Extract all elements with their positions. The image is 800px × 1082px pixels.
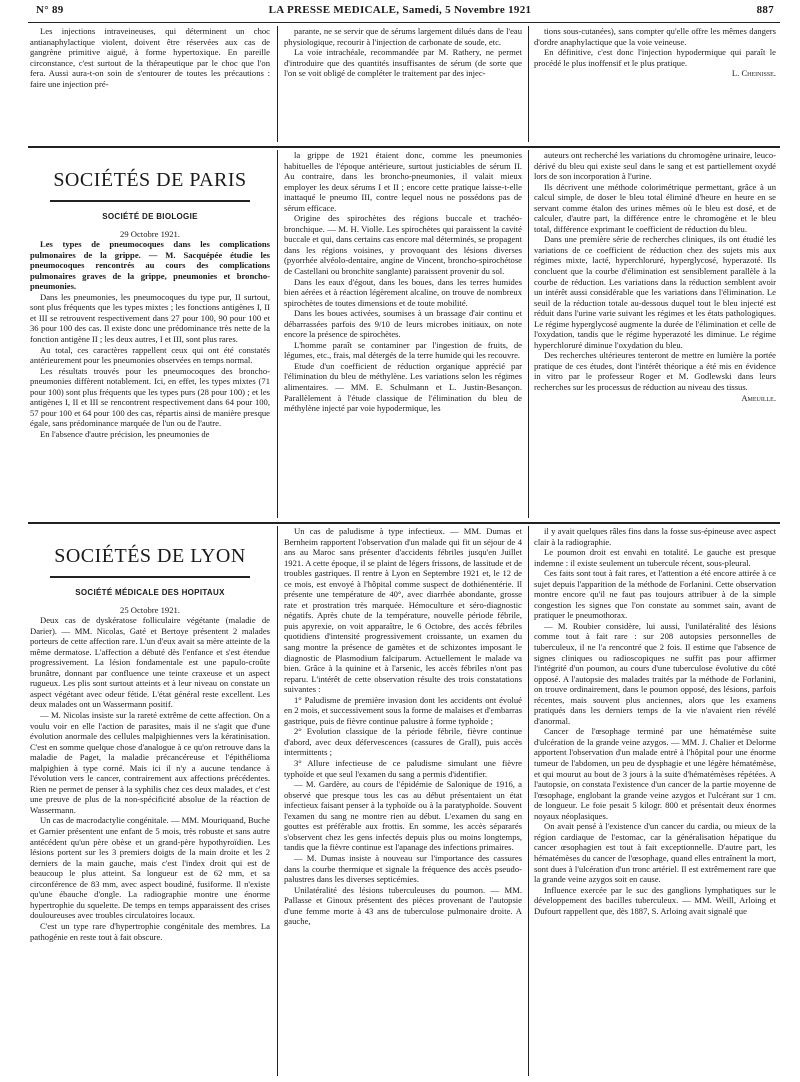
paragraph: Cancer de l'œsophage terminé par une hématémèse suite d'ulcération de la grande veine azygos. — MM. J. Chalier et Delorme apportent l'observation d'un malade entré à l'hôpital pour une énorme tumeur de l'abdomen, un peu de dysphagie et une légère hématémèse, et qui mourut au bout de 3 jours à la suite d'hématémèses répétées. A l'autopsie, on constata l'existence d'un cancer de la partie moyenne de l'œsophage, englobant la grande veine azygos et l'ulcérant sur 1 cm. de longueur. Le foie pesait 5 kilogr. 800 et présentait deux énormes noyaux néoplasiques. bbox=[534, 726, 776, 821]
paragraph: Origine des spirochètes des régions buccale et trachéo-bronchique. — M. H. Violle. Les spirochètes qui paraissent la cavité buccale et qui, dans certains cas encore mal déterminés, se propagent dans les régions voisines, y provoquant des lésions diverses (pyorrhée alvéolo-dentaire, angine de Vincent, broncho-spirochétose de Castellani ou bronchite sanglante) paraissent provenir du sol. bbox=[284, 213, 522, 277]
issue-number: N° 89 bbox=[36, 4, 64, 16]
paragraph: En définitive, c'est donc l'injection hypodermique qui paraît le procédé le plus inoffensif et le plus pratique. bbox=[534, 47, 776, 68]
paragraph: Les résultats trouvés pour les pneumocoques des broncho-pneumonies diffèrent notablement. Ici, en effet, les types mixtes (71 pour 100) sont plus fréquents que les types purs (28 pour 100) ; et les antigènes I, II et III se rencontrent respectivement dans 64 pour 100, 57 pour 100 et 64 pour 100 des cas, répartis ainsi de manière presque égale, sans prédominance marquée de l'un ou de l'autre. bbox=[30, 365, 270, 429]
paragraph: Au total, ces caractères rappellent ceux qui ont été constatés antérieurement pour les pneumonies observées en temps normal. bbox=[30, 344, 270, 366]
top-column-3 bbox=[534, 26, 776, 142]
page-header bbox=[0, 0, 800, 22]
header-rule bbox=[28, 22, 780, 23]
paragraph: Ces faits sont tout à fait rares, et l'attention a été encore attirée à ce sujet depuis l'apparition de la méthode de Forlanini. Cette observation montre encore qu'il ne faut pas toujours attribuer à de la simple congestion les signes que l'on constate au sommet sain, avant de pratiquer le pneumothorax. bbox=[534, 568, 776, 621]
author-signature: Ameuille. bbox=[741, 392, 776, 403]
paragraph: — M. Nicolas insiste sur la rareté extrême de cette affection. On a voulu voir en elle l'action de parasites, mais il ne s'agit que d'une évolution anormale des cellules malpighiennes vers la kératinisation. C'est en somme quelque chose d'analogue à ce qu'on retrouve dans la maladie de Paget, la maladie précancéreuse et l'épithélioma malpighien à type corné. Mais ici il n'y a aucune tendance à l'évolution vers le cancer, contrairement aux affections précédentes. Rien ne permet de penser à la syphilis chez ces deux malades, et c'est une preuve de plus de la non-spécificité absolue de la réaction de Wassermann. bbox=[30, 710, 270, 815]
lyon-column-3 bbox=[534, 526, 776, 1076]
section-heading-lyon: SOCIÉTÉS DE LYON bbox=[54, 545, 246, 567]
paragraph: Les injections intraveineuses, qui déterminent un choc antianaphylactique violent, doivent être réservées aux cas de gangrène primitive aiguë, à forme hypertoxique. En pareille circonstance, c'est surtout de la thérapeutique par le choc que l'on fera. Aussi aura-t-on soin de s'entourer de toutes les précautions : faire une injection pré- bbox=[30, 26, 270, 89]
paris-column-1 bbox=[30, 150, 270, 518]
page-number: 887 bbox=[756, 4, 774, 16]
paragraph: C'est un type rare d'hypertrophie congénitale des membres. La pathogénie en reste tout à fait obscure. bbox=[30, 920, 270, 942]
heading-rule bbox=[50, 200, 250, 202]
paragraph: Unilatéralité des lésions tuberculeuses du poumon. — MM. Pallasse et Ginoux présentent des pièces provenant de l'autopsie d'une femme morte à 43 ans de tuberculose pulmonaire droite. A gauche, bbox=[284, 884, 522, 927]
lyon-column-2 bbox=[284, 526, 522, 1076]
paragraph: Un cas de paludisme à type infectieux. — MM. Dumas et Bernheim rapportent l'observation d'un malade qui fit un séjour de 4 ans au Maroc sans présenter d'accidents fébriles jusqu'en Juillet 1921. A cette époque, il se plaint de légers frissons, de lassitude et de troubles gastriques. Il rentre à Lyon en Septembre 1921 et, le 12 de ce mois, est envoyé à l'hôpital comme suspect de dothiénentérie. Il présente une température de 40°, avec diarrhée abondante, grosse rate et prostration très marquée. Hémoculture et séro-diagnostic négatifs. Après chute de la température, nouvelle période fébrile, puis apyrexie, on voit apparaître, le 6 Octobre, des accès fébriles quotidiens d'intensité progressivement croissante, un examen du sang montre la présence de gamètes et de schizontes imposant le diagnostic de Plasmodium falciparum. Actuellement le malade va bien. Grâce à la quinine et à l'arsenic, les accès fébriles n'ont pas reparu. L'intérêt de cette observation résulte des trois constatations suivantes : bbox=[284, 526, 522, 695]
paragraph: Le poumon droit est envahi en totalité. Le gauche est presque indemne : il existe seulement un tubercule récent, sous-pleural. bbox=[534, 547, 776, 568]
paragraph: On avait pensé à l'existence d'un cancer du cardia, ou mieux de la région cardiaque de l'estomac, car la généralisation hépatique du cancer œsophagien est tout à fait exceptionnelle. D'autre part, les hématémèses du cancer de l'œsophage, quand elles entraînent la mort, sont dues à l'ulcération d'un tronc artériel. Il est extrêmement rare que la grande veine azygos soit en cause. bbox=[534, 821, 776, 885]
paragraph: Dans les pneumonies, les pneumocoques du type pur, II surtout, sont plus fréquents que les types mixtes ; les fonctions antigènes I, II et III se retrouvent respectivement dans 27 pour 100, 90 pour 100 et 36 pour 100 des cas. Il existe donc une prédominance très nette de la fonction antigène II ; les deux autres, I et III, sont plus rares. bbox=[30, 291, 270, 345]
paragraph: L'homme paraît se contaminer par l'ingestion de fruits, de légumes, etc., frais, mal détergés de la terre humide qui les recouvre. bbox=[284, 339, 522, 361]
society-name: SOCIÉTÉ DE BIOLOGIE bbox=[102, 212, 198, 221]
paragraph: 1° Paludisme de première invasion dont les accidents ont évolué en 2 mois, et successivement sous la forme de malaises et d'embarras gastrique, puis de fièvre continue palustre à forme typhoïde ; bbox=[284, 694, 522, 726]
section-rule bbox=[28, 522, 780, 524]
paragraph: Un cas de macrodactylie congénitale. — MM. Mouriquand, Buche et Garnier présentent une enfant de 5 mois, très robuste et sans autre antécédent qu'un père obèse et un grand-père hypothyroïdien. Les lésions portent sur les 3 premiers doigts de la main droite et les 2 derniers de la main gauche, mais c'est l'index droit qui est de beaucoup le plus atteint. Sa longueur est de 62 mm, et sa circonférence de 83 mm, avec aspect boudiné, fusiforme. Il n'existe qu'une ébauche d'ongle. La radiographie montre une énorme hypertrophie du squelette. De temps en temps apparaissent des crises douloureuses avec troubles circulatoires locaux. bbox=[30, 815, 270, 921]
society-name: SOCIÉTÉ MÉDICALE DES HOPITAUX bbox=[75, 588, 225, 597]
paragraph: Ils décrivent une méthode colorimétrique permettant, grâce à un calcul simple, de doser le bleu total éliminé d'heure en heure en se servant comme étalon des urines mêmes où le bleu est dosé, et de calculer, d'autre part, la différence entre le chromogène et le bleu total, différence exprimant le coefficient de réduction du bleu. bbox=[534, 181, 776, 234]
paragraph: Dans les eaux d'égout, dans les boues, dans les terres humides bien aérées et à réaction légèrement alcaline, on trouve de nombreux spirochètes de toutes dimensions et de toute mobilité. bbox=[284, 276, 522, 308]
paragraph: Des recherches ultérieures tenteront de mettre en lumière la portée pratique de ces études, dont l'intérêt théorique a été mis en évidence in vitro par le professeur Roger et M. Godlewski dans leurs recherches sur les processus de réduction au niveau des tissus. bbox=[534, 350, 776, 393]
section-heading-paris: SOCIÉTÉS DE PARIS bbox=[53, 169, 247, 191]
paragraph: parante, ne se servir que de sérums largement dilués dans de l'eau physiologique, recourir à l'injection de carbonate de soude, etc. bbox=[284, 26, 522, 47]
author-signature: L. Cheinisse. bbox=[731, 68, 776, 79]
column-rule bbox=[277, 26, 278, 142]
column-rule bbox=[528, 526, 529, 1076]
column-rule bbox=[277, 526, 278, 1076]
column-rule bbox=[528, 150, 529, 518]
top-column-2 bbox=[284, 26, 522, 142]
journal-title: LA PRESSE MEDICALE, Samedi, 5 Novembre 1921 bbox=[268, 4, 532, 16]
paragraph: la grippe de 1921 étaient donc, comme les pneumonies habituelles de l'époque antérieure, surtout justiciables de sérum II. Au contraire, dans les broncho-pneumonies, il valait mieux employer les deux sérums I et II ; encore cette pratique laisse-t-elle inattaqué le pneumo III, contre lequel nous ne possédons pas de sérum efficace. bbox=[284, 150, 522, 213]
paragraph: tions sous-cutanées), sans compter qu'elle offre les mêmes dangers d'ordre anaphylactique que la voie veineuse. bbox=[534, 26, 776, 47]
meeting-date: 25 Octobre 1921. bbox=[120, 604, 180, 615]
paris-column-2 bbox=[284, 150, 522, 518]
paragraph: 2° Evolution classique de la période fébrile, fièvre continue d'abord, avec deux défervescences (cassures de Grall), puis accès intermittents ; bbox=[284, 726, 522, 758]
paragraph: La voie intrachéale, recommandée par M. Rathery, ne permet d'introduire que des quantités insuffisantes de sérum (de sorte que l'on se voit obligé de compléter le traitement par des injec- bbox=[284, 47, 522, 79]
paragraph: Etude d'un coefficient de réduction organique apprécié par l'élimination du bleu de méthylène. Les variations selon les régimes alimentaires. — MM. E. Schulmann et L. Justin-Besançon. Parallèlement à l'étude classique de l'élimination du bleu de méthylène injecté par voie hypodermique, les bbox=[284, 360, 522, 414]
column-rule bbox=[528, 26, 529, 142]
heading-rule bbox=[50, 576, 250, 578]
column-rule bbox=[277, 150, 278, 518]
paragraph: Dans une première série de recherches cliniques, ils ont étudié les variations de ce coefficient de réduction chez des sujets mis aux régimes mixte, lacté, hyperchloruré, hyperglycosé, hyperazoté. Ils concluent que la courbe d'élimination est sensiblement parallèle à la courbe de réduction. Les variations dans la réduction semblent avoir un intérêt aussi considérable que les variations dans l'élimination. Le seuil de la réduction totale au-dessous duquel tout le bleu injecté est réduit dans l'urine varie suivant les régimes et les états pathologiques. Le régime hyperglycosé augmente la durée de l'élimination et celle de l'oxydation, tandis que le régime hyperazoté les diminue. Le régime hyperchloruré diminue l'oxydation du bleu. bbox=[534, 234, 776, 350]
paragraph: — M. Roubier considère, lui aussi, l'unilatéralité des lésions comme tout à fait rare : sur 208 autopsies personnelles de tuberculeux, il ne l'a rencontré que 2 fois. Il estime que l'absence de signes cliniques ou radioscopiques ne suffit pas pour affirmer l'intégrité d'un poumon, au cours d'une tuberculose évolutive du côté opposé. A l'autopsie des malades traités par la méthode de Forlanini, on trouve ordinairement, dans le poumon opposé, des lésions, parfois récentes, mais souvent plus anciennes, alors que les examens pratiqués dans les derniers temps de la vie n'avaient rien révélé d'anormal. bbox=[534, 620, 776, 726]
paragraph: Les types de pneumocoques dans les complications pulmonaires de la grippe. — M. Sacquépée étudie les pneumocoques rencontrés au cours des complications pulmonaires graves de la grippe, pneumonies et broncho-pneumonies. bbox=[30, 239, 270, 292]
meeting-date: 29 Octobre 1921. bbox=[120, 228, 180, 239]
lyon-column-1 bbox=[30, 526, 270, 1076]
paragraph: Deux cas de dyskératose folliculaire végétante (maladie de Darier). — MM. Nicolas, Gaté et Bertoye présentent 2 malades porteurs de cette affection rare. L'un d'eux avait sa mère atteinte de la même dermatose. L'affection a débuté dès l'enfance et s'est étendue progressivement. La lésion fondamentale est une papulo-croûte brunâtre, donnant par confluence une teinte craxeuse et un aspect rugueux. Les plis sont surtout atteints et à leur niveau on constate un aspect végétant avec odeur fétide. L'état général reste excellent. Les deux malades ont un Wassermann positif. bbox=[30, 615, 270, 710]
paragraph: Influence exercée par le suc des ganglions lymphatiques sur le développement des bacilles tuberculeux. — MM. Weill, Arloing et Dufourt rappellent que, dès 1887, S. Arloing avait signalé que bbox=[534, 884, 776, 916]
paragraph: Dans les boues activées, soumises à un brassage d'air continu et débarrassées parfois des 9/10 de leurs microbes initiaux, on note encore la présence de spirochètes. bbox=[284, 308, 522, 340]
paris-column-3 bbox=[534, 150, 776, 518]
paragraph: — M. Gardère, au cours de l'épidémie de Salonique de 1916, a observé que presque tous les cas au début présentaient un état infectieux faisant penser à la typhoïde ou à la paratyphoïde. Souvent l'examen du sang ne montre rien au début. L'examen du sang en gouttes est préférable aux frottis. En somme, les accès sépararés s'observent chez les gens infectés depuis plus ou moins longtemps, tandis que la fièvre continue est l'apanage des infections primaires. bbox=[284, 779, 522, 853]
paragraph: En l'absence d'autre précision, les pneumonies de bbox=[40, 428, 210, 439]
section-rule bbox=[28, 146, 780, 148]
paragraph: 3° Allure infectieuse de ce paludisme simulant une fièvre typhoïde et que seul l'examen du sang a permis d'identifier. bbox=[284, 758, 522, 779]
paragraph: auteurs ont recherché les variations du chromogène urinaire, leuco-dérivé du bleu qui existe seul dans le sang et est partiellement oxydé lors de son incorporation à l'urine. bbox=[534, 150, 776, 182]
paragraph: — M. Dumas insiste à nouveau sur l'importance des cassures dans la courbe thermique et signale la fréquence des accès pseudo-palustres dans les diverses septicémies. bbox=[284, 852, 522, 885]
top-column-1 bbox=[30, 26, 270, 142]
paragraph: il y avait quelques râles fins dans la fosse sus-épineuse avec aspect clair à la radiographie. bbox=[534, 526, 776, 547]
